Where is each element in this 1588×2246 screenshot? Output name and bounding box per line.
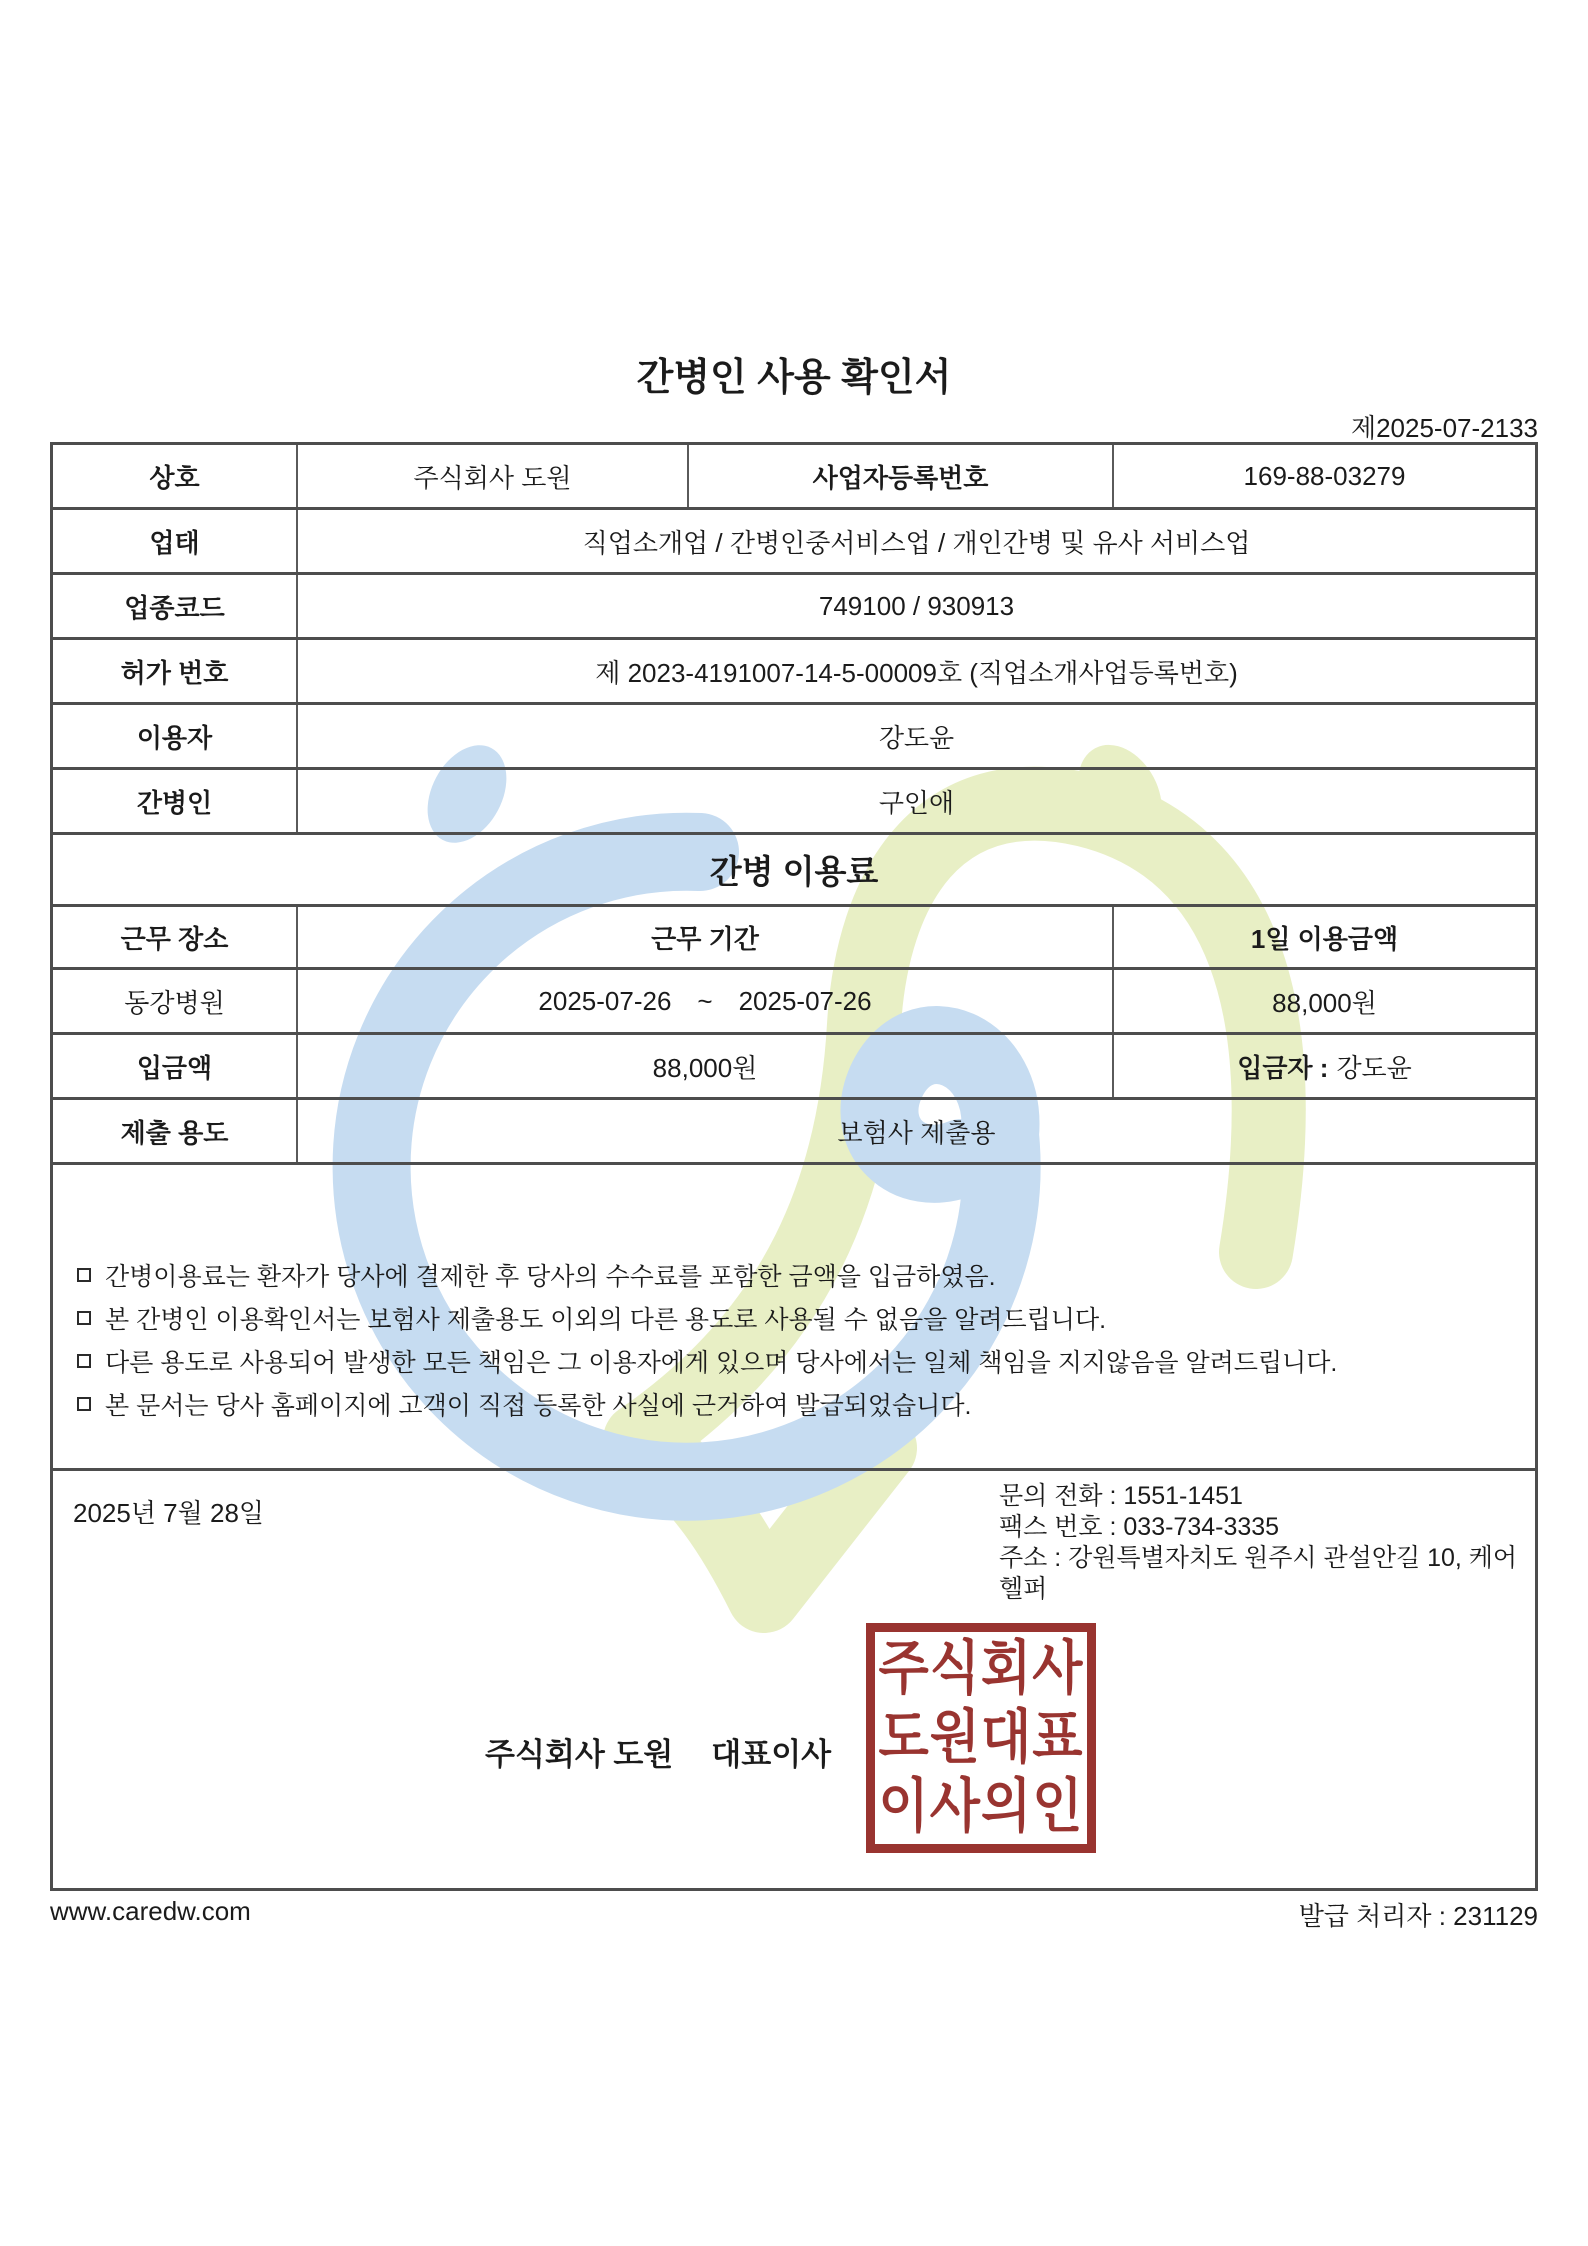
contact-fax: 팩스 번호 : 033-734-3335 [999, 1513, 1280, 1541]
company-name: 주식회사 도원 [485, 1737, 674, 1772]
caregiver-label: 간병인 [53, 770, 298, 832]
fee-section-title: 간병 이용료 [53, 835, 1535, 907]
purpose-value: 보험사 제출용 [837, 1117, 996, 1148]
page-title: 간병인 사용 확인서 [636, 357, 952, 399]
website-url: www.caredw.com [50, 1896, 251, 1926]
period-separator: ~ [697, 985, 713, 1016]
company-seal [866, 1623, 1096, 1853]
table-row-caregiver [53, 770, 1535, 835]
purpose-row [53, 1100, 1535, 1165]
note-line [77, 1253, 1535, 1296]
seal-text-line: 도원대표 [878, 1705, 1084, 1771]
work-place-value: 동강병원 [53, 970, 298, 1032]
work-period-value [298, 970, 1114, 1032]
note-text: 본 문서는 당사 홈페이지에 고객이 직접 등록한 사실에 근거하여 발급되었습니다. [105, 1391, 972, 1420]
daily-fee-value: 88,000원 [1272, 987, 1377, 1018]
license-no-value: 제 2023-4191007-14-5-00009호 (직업소개사업등록번호) [595, 657, 1238, 688]
table-row-license-no [53, 640, 1535, 705]
period-end: 2025-07-26 [738, 985, 872, 1016]
signature-line [485, 1729, 831, 1774]
purpose-label: 제출 용도 [53, 1100, 298, 1162]
contact-block [999, 1481, 1535, 1605]
payer-label: 입금자 : [1237, 1052, 1329, 1083]
company-name-value: 주식회사 도원 [298, 445, 689, 507]
user-value: 강도윤 [878, 722, 955, 753]
document-number: 제2025-07-2133 [1350, 413, 1538, 443]
seal-text-line: 주식회사 [878, 1636, 1084, 1702]
deposit-amount: 88,000원 [298, 1035, 1114, 1097]
square-bullet-icon [77, 1311, 91, 1325]
deposit-row [53, 1035, 1535, 1100]
user-label: 이용자 [53, 705, 298, 767]
issuer-id: 발급 처리자 : 231129 [1298, 1901, 1538, 1931]
seal-text-line: 이사의인 [878, 1774, 1084, 1840]
closing-box [53, 1471, 1535, 1888]
company-name-label: 상호 [53, 445, 298, 507]
square-bullet-icon [77, 1397, 91, 1411]
fee-header-row [53, 907, 1535, 970]
industry-code-label: 업종코드 [53, 575, 298, 637]
work-place-header: 근무 장소 [53, 907, 298, 967]
business-type-label: 업태 [53, 510, 298, 572]
contact-address: 주소 : 강원특별자치도 원주시 관설안길 10, 케어헬퍼 [999, 1544, 1518, 1603]
table-row-business-type [53, 510, 1535, 575]
issue-date: 2025년 7월 28일 [73, 1498, 265, 1528]
note-text: 간병이용료는 환자가 당사에 결제한 후 당사의 수수료를 포함한 금액을 입금하였음. [105, 1262, 996, 1291]
ceo-title: 대표이사 [711, 1737, 832, 1772]
certificate-table [50, 442, 1538, 1891]
daily-fee-header: 1일 이용금액 [1250, 923, 1399, 954]
deposit-label: 입금액 [53, 1035, 298, 1097]
business-reg-no-value: 169-88-03279 [1243, 460, 1406, 491]
contact-phone: 문의 전화 : 1551-1451 [999, 1482, 1243, 1510]
square-bullet-icon [77, 1268, 91, 1282]
payer-cell [1114, 1035, 1535, 1097]
period-start: 2025-07-26 [538, 985, 672, 1016]
industry-code-value: 749100 / 930913 [818, 590, 1015, 621]
note-line [77, 1382, 1535, 1425]
table-row-company [53, 445, 1535, 510]
business-type-value: 직업소개업 / 간병인중서비스업 / 개인간병 및 유사 서비스업 [582, 527, 1251, 558]
table-row-user [53, 705, 1535, 770]
payer-name: 강도윤 [1336, 1052, 1412, 1083]
business-reg-no-label: 사업자등록번호 [689, 445, 1114, 507]
note-line [77, 1339, 1535, 1382]
note-line [77, 1296, 1535, 1339]
license-no-label: 허가 번호 [53, 640, 298, 702]
note-text: 본 간병인 이용확인서는 보험사 제출용도 이외의 다른 용도로 사용될 수 없음을 알려드립니다. [105, 1305, 1107, 1334]
work-period-header: 근무 기간 [298, 907, 1114, 967]
note-text: 다른 용도로 사용되어 발생한 모든 책임은 그 이용자에게 있으며 당사에서는 일체 책임을 지지않음을 알려드립니다. [105, 1348, 1338, 1377]
notes-box [53, 1165, 1535, 1471]
table-row-industry-code [53, 575, 1535, 640]
fee-usage-row [53, 970, 1535, 1035]
square-bullet-icon [77, 1354, 91, 1368]
caregiver-value: 구인애 [878, 787, 955, 818]
